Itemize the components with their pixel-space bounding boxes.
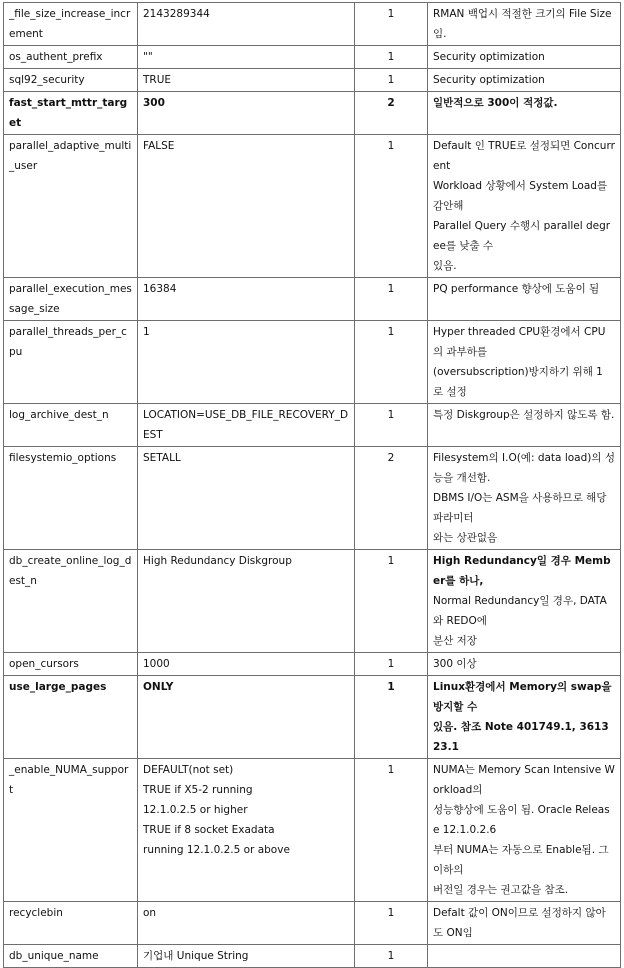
table-body — [4, 3, 621, 968]
param-desc-cell — [428, 945, 621, 968]
param-desc-cell — [428, 3, 621, 46]
param-desc-cell — [428, 69, 621, 92]
param-value-line: 1000 — [143, 658, 170, 670]
param-name-cell — [4, 447, 138, 550]
param-desc-line: High Redundancy일 경우 Member를 하나, — [433, 555, 611, 587]
param-name-cell — [4, 278, 138, 321]
param-desc-line: 분산 저장 — [433, 635, 477, 647]
param-value-line: LOCATION=USE_DB_FILE_RECOVERY_DEST — [143, 409, 349, 441]
param-rank-cell — [355, 945, 428, 968]
param-rank-cell — [355, 3, 428, 46]
param-desc-line: 부터 NUMA는 자동으로 Enable됨. 그 이하의 — [433, 844, 609, 876]
param-name-cell — [4, 902, 138, 945]
param-desc-line: NUMA는 Memory Scan Intensive Workload의 — [433, 764, 615, 796]
param-desc-cell — [428, 653, 621, 676]
table-row — [4, 759, 621, 902]
param-value-cell — [138, 550, 355, 653]
param-value-line: running 12.1.0.2.5 or above — [143, 844, 290, 856]
param-desc-cell — [428, 46, 621, 69]
param-value-cell — [138, 278, 355, 321]
param-name-cell — [4, 550, 138, 653]
param-desc-line: 와는 상관없음 — [433, 532, 498, 544]
param-desc-line: DBMS I/O는 ASM을 사용하므로 해당 파라미터 — [433, 492, 607, 524]
param-rank: 1 — [387, 74, 395, 86]
param-name-cell — [4, 404, 138, 447]
param-rank: 1 — [387, 140, 395, 152]
table-row — [4, 278, 621, 321]
param-value-cell — [138, 404, 355, 447]
param-name: parallel_threads_per_cpu — [9, 326, 127, 358]
param-desc-line — [433, 946, 615, 966]
param-rank-cell — [355, 447, 428, 550]
param-rank-cell — [355, 135, 428, 278]
param-value-cell — [138, 46, 355, 69]
param-rank: 1 — [387, 51, 395, 63]
param-rank: 2 — [387, 452, 395, 464]
param-value-cell — [138, 759, 355, 902]
param-desc-line: (oversubscription)방지하기 위해 1 로 설정 — [433, 366, 603, 398]
param-name-cell — [4, 653, 138, 676]
param-value-cell — [138, 676, 355, 759]
table-row — [4, 46, 621, 69]
param-desc-line: 일반적으로 300이 적정값. — [433, 97, 558, 109]
param-rank-cell — [355, 92, 428, 135]
param-value-line: TRUE if X5-2 running — [143, 784, 253, 796]
param-name-cell — [4, 3, 138, 46]
param-desc-line: Defalt 값이 ON이므로 설정하지 않아도 ON임 — [433, 907, 606, 939]
param-rank-cell — [355, 69, 428, 92]
param-desc-line: Security optimization — [433, 51, 545, 63]
param-value-line: High Redundancy Diskgroup — [143, 555, 292, 567]
param-value-line: 1 — [143, 326, 150, 338]
param-value-cell — [138, 3, 355, 46]
param-rank-cell — [355, 676, 428, 759]
param-rank: 1 — [387, 950, 395, 962]
table-row — [4, 902, 621, 945]
param-name: open_cursors — [9, 658, 79, 670]
param-rank: 1 — [387, 658, 395, 670]
param-name-cell — [4, 69, 138, 92]
param-value-line: "" — [143, 51, 153, 63]
param-desc-cell — [428, 404, 621, 447]
param-desc-line: 있음. 참조 Note 401749.1, 361323.1 — [433, 721, 609, 753]
param-rank-cell — [355, 902, 428, 945]
param-name-cell — [4, 759, 138, 902]
param-rank: 1 — [387, 8, 395, 20]
param-rank-cell — [355, 46, 428, 69]
param-value-line: 16384 — [143, 283, 177, 295]
table-row — [4, 3, 621, 46]
param-value-cell — [138, 945, 355, 968]
param-desc-cell — [428, 321, 621, 404]
param-desc-cell — [428, 550, 621, 653]
param-value-line: 2143289344 — [143, 8, 210, 20]
param-desc-line: Security optimization — [433, 74, 545, 86]
table-row — [4, 447, 621, 550]
param-rank-cell — [355, 404, 428, 447]
param-name: os_authent_prefix — [9, 51, 103, 63]
param-name: _enable_NUMA_support — [9, 764, 129, 796]
param-name: parallel_adaptive_multi_user — [9, 140, 132, 172]
param-value-line: SETALL — [143, 452, 181, 464]
param-name-cell — [4, 321, 138, 404]
param-rank: 1 — [387, 681, 395, 693]
param-name: parallel_execution_message_size — [9, 283, 132, 315]
param-value-line: TRUE — [143, 74, 172, 86]
param-rank: 1 — [387, 326, 395, 338]
param-name-cell — [4, 135, 138, 278]
param-desc-cell — [428, 676, 621, 759]
param-value-line: 12.1.0.2.5 or higher — [143, 804, 248, 816]
param-desc-cell — [428, 135, 621, 278]
param-name: fast_start_mttr_target — [9, 97, 128, 129]
param-rank: 1 — [387, 555, 395, 567]
param-name: db_create_online_log_dest_n — [9, 555, 132, 587]
param-name-cell — [4, 92, 138, 135]
param-desc-cell — [428, 447, 621, 550]
param-rank-cell — [355, 550, 428, 653]
table-row — [4, 92, 621, 135]
param-rank: 1 — [387, 764, 395, 776]
param-value-cell — [138, 321, 355, 404]
param-desc-cell — [428, 92, 621, 135]
param-rank-cell — [355, 278, 428, 321]
table-row — [4, 653, 621, 676]
table-row — [4, 404, 621, 447]
param-desc-cell — [428, 278, 621, 321]
param-name: log_archive_dest_n — [9, 409, 109, 421]
param-desc-line: 있음. — [433, 260, 457, 272]
param-rank-cell — [355, 321, 428, 404]
param-value-line: 300 — [143, 97, 165, 109]
param-desc-line: Filesystem의 I.O(예: data load)의 성능을 개선함. — [433, 452, 615, 484]
param-desc-line: PQ performance 향상에 도움이 됨 — [433, 283, 600, 295]
param-name: filesystemio_options — [9, 452, 117, 464]
param-desc-line: Linux환경에서 Memory의 swap을 방지할 수 — [433, 681, 612, 713]
parameter-table — [3, 2, 621, 968]
table-row — [4, 550, 621, 653]
table-row — [4, 321, 621, 404]
param-desc-line: 300 이상 — [433, 658, 477, 670]
param-value-line: FALSE — [143, 140, 175, 152]
param-value-cell — [138, 902, 355, 945]
param-rank: 1 — [387, 283, 395, 295]
param-name: _file_size_increase_increment — [9, 8, 131, 40]
param-value-line: ONLY — [143, 681, 174, 693]
param-name: sql92_security — [9, 74, 85, 86]
param-value-line: TRUE if 8 socket Exadata — [143, 824, 275, 836]
table-row — [4, 945, 621, 968]
param-name: db_unique_name — [9, 950, 99, 962]
param-desc-line: 성능향상에 도움이 됨. Oracle Release 12.1.0.2.6 — [433, 804, 610, 836]
param-rank: 2 — [387, 97, 395, 109]
param-name: use_large_pages — [9, 681, 107, 693]
param-value-cell — [138, 135, 355, 278]
param-desc-cell — [428, 902, 621, 945]
param-desc-line: 특정 Diskgroup은 설정하지 않도록 함. — [433, 409, 615, 421]
param-rank-cell — [355, 653, 428, 676]
table-row — [4, 676, 621, 759]
param-name-cell — [4, 945, 138, 968]
param-name: recyclebin — [9, 907, 63, 919]
param-value-cell — [138, 447, 355, 550]
param-value-cell — [138, 69, 355, 92]
param-desc-line: Default 인 TRUE로 설정되면 Concurrent — [433, 140, 615, 172]
table-row — [4, 69, 621, 92]
param-desc-line: Hyper threaded CPU환경에서 CPU의 과부하를 — [433, 326, 606, 358]
param-rank-cell — [355, 759, 428, 902]
param-name-cell — [4, 676, 138, 759]
param-value-cell — [138, 653, 355, 676]
param-desc-line: 버전일 경우는 권고값을 참조. — [433, 884, 569, 896]
table-row — [4, 135, 621, 278]
param-rank: 1 — [387, 907, 395, 919]
param-value-line: on — [143, 907, 157, 919]
param-value-line: DEFAULT(not set) — [143, 764, 234, 776]
param-desc-line: Parallel Query 수행시 parallel degree를 낮출 수 — [433, 220, 611, 252]
param-value-cell — [138, 92, 355, 135]
param-name-cell — [4, 46, 138, 69]
param-rank: 1 — [387, 409, 395, 421]
param-desc-line: Workload 상황에서 System Load를 감안해 — [433, 180, 608, 212]
param-value-line: 기업내 Unique String — [143, 950, 249, 962]
param-desc-cell — [428, 759, 621, 902]
param-desc-line: Normal Redundancy일 경우, DATA와 REDO에 — [433, 595, 607, 627]
param-desc-line: RMAN 백업시 적절한 크기의 File Size 임. — [433, 8, 612, 40]
